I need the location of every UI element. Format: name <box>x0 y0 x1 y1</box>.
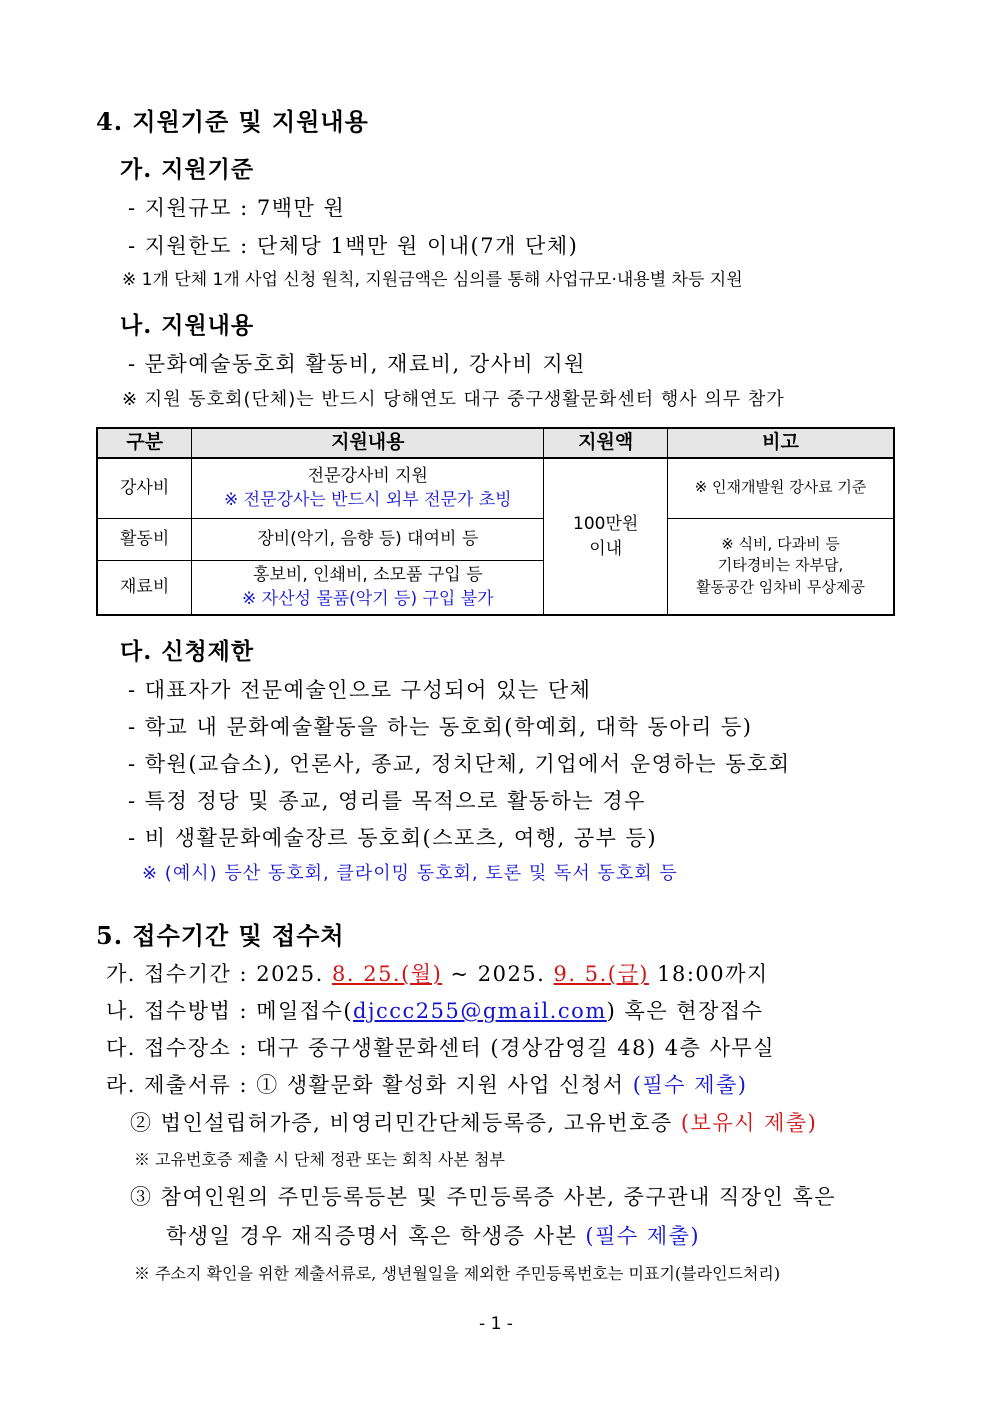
remark-line: 활동공간 임차비 무상제공 <box>696 578 865 597</box>
list-item: - 비 생활문화예술장르 동호회(스포츠, 여행, 공부 등) <box>128 826 658 850</box>
docs-note: ※ 고유번호증 제출 시 단체 정관 또는 회칙 사본 첨부 <box>134 1150 505 1169</box>
section-5-title: 5. 접수기간 및 접수처 <box>96 921 345 950</box>
remark-line: ※ 식비, 다과비 등 <box>721 534 840 553</box>
list-item: - 지원규모 : 7백만 원 <box>128 196 346 220</box>
table-cell-remark <box>668 518 894 615</box>
table-cell-type: 강사비 <box>97 458 192 518</box>
method-suffix: ) 혹은 현장접수 <box>606 999 764 1023</box>
list-item: - 문화예술동호회 활동비, 재료비, 강사비 지원 <box>128 352 586 376</box>
period-mid: ~ 2025. <box>442 962 554 986</box>
docs-line-3a: ③ 참여인원의 주민등록등본 및 주민등록증 사본, 중구관내 직장인 혹은 <box>130 1185 837 1209</box>
table-cell-content <box>192 458 544 518</box>
section-4-title: 4. 지원기준 및 지원내용 <box>96 107 369 136</box>
reception-period <box>106 964 769 985</box>
table-header: 비고 <box>668 428 894 458</box>
content-text: 홍보비, 인쇄비, 소모품 구입 등 <box>253 564 483 585</box>
amount-line: 이내 <box>589 538 623 559</box>
subsection-na-heading: 나. 지원내용 <box>120 312 255 339</box>
required-tag: (필수 제출) <box>585 1224 701 1248</box>
list-item: - 학교 내 문화예술활동을 하는 동호회(학예회, 대학 동아리 등) <box>128 715 753 739</box>
content-note: ※ 전문강사는 반드시 외부 전문가 초빙 <box>224 490 512 511</box>
list-item: - 대표자가 전문예술인으로 구성되어 있는 단체 <box>128 678 592 702</box>
docs-line-3b <box>166 1226 700 1247</box>
table-row <box>97 518 894 560</box>
amount-line: 100만원 <box>573 513 639 534</box>
reception-place: 다. 접수장소 : 대구 중구생활문화센터 (경상감영길 48) 4층 사무실 <box>106 1036 775 1060</box>
docs-line-1 <box>106 1075 747 1096</box>
list-item: - 학원(교습소), 언론사, 종교, 정치단체, 기업에서 운영하는 동호회 <box>128 752 791 776</box>
list-item: - 지원한도 : 단체당 1백만 원 이내(7개 단체) <box>128 234 579 258</box>
note: ※ 지원 동호회(단체)는 반드시 당해연도 대구 중구생활문화센터 행사 의무 참가 <box>122 389 785 410</box>
table-header: 구분 <box>97 428 192 458</box>
period-start-date: 8. 25.(월) <box>332 962 443 986</box>
table-cell-content: 장비(악기, 음향 등) 대여비 등 <box>192 518 544 560</box>
table-cell-remark: ※ 인재개발원 강사료 기준 <box>668 458 894 518</box>
docs-note: ※ 주소지 확인을 위한 제출서류로, 생년월일을 제외한 주민등록번호는 미표기(블라인드처리) <box>134 1264 781 1283</box>
docs-text: ② 법인설립허가증, 비영리민간단체등록증, 고유번호증 <box>130 1111 681 1135</box>
list-item: - 특정 정당 및 종교, 영리를 목적으로 활동하는 경우 <box>128 789 646 813</box>
table-row <box>97 458 894 518</box>
table-cell-type: 재료비 <box>97 560 192 615</box>
table-cell-type: 활동비 <box>97 518 192 560</box>
content-note: ※ 자산성 물품(악기 등) 구입 불가 <box>242 589 494 610</box>
email-link[interactable]: djccc255@gmail.com <box>353 999 607 1023</box>
period-end-date: 9. 5.(금) <box>553 962 649 986</box>
page-number: - 1 - <box>479 1314 513 1334</box>
table-header-row <box>97 428 894 458</box>
example-note: ※ (예시) 등산 동호회, 클라이밍 동호회, 토론 및 독서 동호회 등 <box>142 863 678 884</box>
optional-tag: (보유시 제출) <box>680 1111 818 1135</box>
subsection-da-heading: 다. 신청제한 <box>120 638 255 665</box>
period-suffix: 18:00까지 <box>648 962 769 986</box>
subsection-ga-heading: 가. 지원기준 <box>120 156 255 183</box>
table-header: 지원액 <box>544 428 668 458</box>
table-header: 지원내용 <box>192 428 544 458</box>
support-table <box>96 427 895 616</box>
docs-line-2 <box>130 1113 817 1134</box>
period-prefix: 가. 접수기간 : 2025. <box>106 962 332 986</box>
docs-text: 학생일 경우 재직증명서 혹은 학생증 사본 <box>166 1224 586 1248</box>
reception-method <box>106 1001 763 1022</box>
content-text: 전문강사비 지원 <box>307 465 428 486</box>
required-tag: (필수 제출) <box>632 1073 748 1097</box>
docs-text: 라. 제출서류 : ① 생활문화 활성화 지원 사업 신청서 <box>106 1073 633 1097</box>
method-prefix: 나. 접수방법 : 메일접수( <box>106 999 354 1023</box>
table-cell-amount <box>544 458 668 615</box>
table-cell-content <box>192 560 544 615</box>
note: ※ 1개 단체 1개 사업 신청 원칙, 지원금액은 심의를 통해 사업규모·내용별 차등 지원 <box>122 270 743 290</box>
remark-line: 기타경비는 자부담, <box>717 556 844 575</box>
